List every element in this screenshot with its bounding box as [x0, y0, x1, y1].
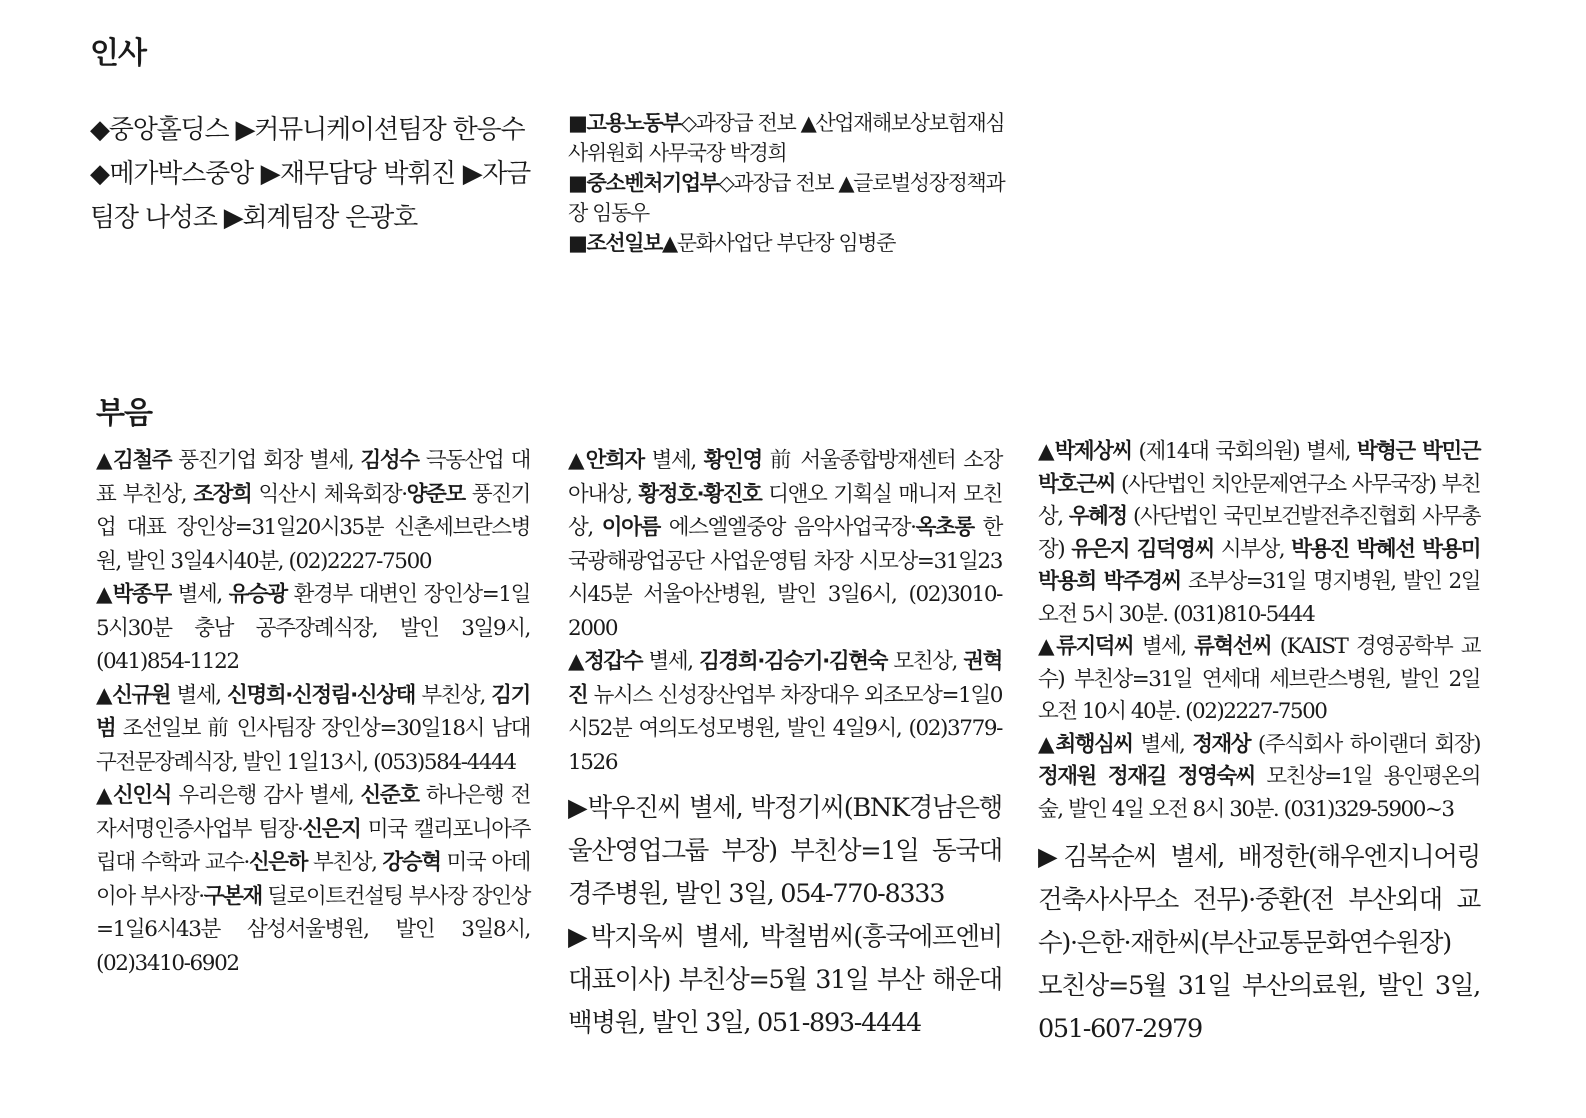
- insa-entry: ◆중앙홀딩스 ▶커뮤니케이션팀장 한응수: [90, 115, 525, 145]
- obituary-text: 하나은행 전자서명인증사업부 팀장·: [96, 783, 530, 842]
- obituary-name: 옥초롱: [915, 515, 974, 540]
- obituary-name: 유승광: [228, 582, 287, 607]
- obituary-name: 신은하: [248, 850, 308, 875]
- obituary-entry: [96, 779, 530, 980]
- insa-left-column: [90, 108, 530, 240]
- obituary-text: 부친상,: [307, 850, 383, 875]
- insa-right-column: [568, 108, 1014, 258]
- insa-entry: ■고용노동부◇과장급 전보 ▲산업재해보상보험재심사위원회 사무국장 박경희: [568, 111, 1005, 165]
- obituary-name: 이아름: [601, 515, 660, 540]
- insa-org: ■조선일보: [568, 231, 662, 255]
- obituary-entry: [568, 444, 1002, 645]
- obituary-text: 우리은행 감사 별세,: [171, 783, 361, 808]
- bueum-heading: 부음: [96, 396, 152, 431]
- obituary-text: 디앤오 기획실 매니저 모친상,: [568, 481, 1002, 540]
- obituary-name: ▲박종무: [96, 582, 171, 607]
- obituary-name: 조장희: [193, 481, 252, 507]
- insa-entry: ■조선일보▲문화사업단 부단장 임병준: [568, 231, 896, 255]
- obituary-text: 별세,: [170, 582, 229, 607]
- obituary-text: 익산시 체육회장·: [251, 481, 407, 507]
- obituary-entry: [568, 645, 1002, 779]
- obituary-name: 유은지 김덕영씨: [1071, 536, 1214, 562]
- obituary-name: ▲최행심씨: [1038, 731, 1133, 757]
- obituary-text: 별세,: [642, 649, 700, 674]
- obituary-name: 강승혁: [382, 850, 441, 875]
- obituary-text: 조부상=31일 명지병원, 발인 2일 오전 5시 30분. (031)810-5444: [1038, 569, 1480, 627]
- obituary-name: ▲박제상씨: [1038, 439, 1132, 464]
- obituary-name: 김기범: [96, 682, 530, 741]
- obituary-text: (제14대 국회의원) 별세,: [1131, 439, 1357, 464]
- obituary-entry: ▶박우진씨 별세, 박정기씨(BNK경남은행 울산영업그룹 부장) 부친상=1일 동국대 경주병원, 발인 3일, 054-770-8333: [568, 793, 1002, 909]
- obituary-text: 조선일보 前 인사팀장 장인상=30일18시 남대구전문장례식장, 발인 1일13시, (053)584-4444: [96, 716, 530, 775]
- obituary-name: 류혁선씨: [1194, 634, 1272, 659]
- obituary-name: 우혜정: [1068, 504, 1127, 529]
- obituary-entry: [96, 444, 530, 578]
- obituary-name: 박용진 박혜선 박용미 박용희 박주경씨: [1038, 536, 1480, 594]
- obituary-text: 모친상=1일 용인평온의숲, 발인 4일 오전 8시 30분. (031)329-5900~3: [1038, 764, 1480, 822]
- obituary-name: 신준호: [360, 783, 419, 808]
- obituary-name: 김경희·김승기·김현숙: [699, 649, 887, 674]
- obituary-text: 별세,: [643, 448, 704, 473]
- obituary-text: 한국광해광업공단 사업운영팀 차장 시모상=31일23시45분 서울아산병원, 발인 3일6시, (02)3010-2000: [568, 515, 1002, 641]
- obituary-entry: [1038, 729, 1480, 827]
- obituary-name: 황인영: [703, 448, 762, 473]
- obituary-name: 신명희·신정림·신상태: [227, 682, 415, 708]
- obituary-name: 김성수: [360, 448, 419, 473]
- obituary-entry: ▶김복순씨 별세, 배정한(해우엔지니어링건축사사무소 전무)·중환(전 부산외대 교수)·은한·재한씨(부산교통문화연수원장) 모친상=5월 31일 부산의료원, 발인 3일, 051-607-2979: [1038, 842, 1480, 1044]
- obituary-name: 박형근 박민근 박호근씨: [1038, 439, 1480, 497]
- obituary-entry: [96, 578, 530, 679]
- obituary-name: ▲안희자: [568, 448, 644, 473]
- obituary-text: (사단법인 치안문제연구소 사무국장) 부친상,: [1038, 471, 1480, 529]
- obituary-name: 정재원 정재길 정영숙씨: [1038, 764, 1255, 789]
- obituary-text: 딜로이트컨설팅 부사장 장인상=1일6시43분 삼성서울병원, 발인 3일8시, (02)3410-6902: [96, 883, 530, 976]
- obituary-name: ▲김철주: [96, 448, 172, 473]
- obituary-text: 환경부 대변인 장인상=1일5시30분 충남 공주장례식장, 발인 3일9시, (041)854-1122: [96, 582, 531, 674]
- insa-entry: ■중소벤처기업부◇과장급 전보 ▲글로벌성장정책과장 임동우: [568, 171, 1005, 225]
- insa-org: ■중소벤처기업부: [568, 171, 719, 195]
- obituary-text: 부친상,: [414, 682, 492, 708]
- bueum-column-1: [96, 444, 530, 980]
- obituary-entry: ▶박지욱씨 별세, 박철범씨(흥국에프엔비 대표이사) 부친상=5월 31일 부산 해운대백병원, 발인 3일, 051-893-4444: [568, 922, 1002, 1038]
- obituary-text: 별세,: [1133, 634, 1195, 659]
- obituary-text: 극동산업 대표 부친상,: [96, 448, 530, 507]
- obituary-name: ▲류지덕씨: [1038, 634, 1134, 659]
- obituary-text: 前 서울종합방재센터 소장 아내상,: [568, 448, 1002, 507]
- obituary-name: 권혁진: [568, 649, 1002, 708]
- obituary-text: 미국 아데이아 부사장·: [96, 850, 530, 909]
- obituary-name: 황정호·황진호: [638, 481, 762, 507]
- obituary-name: 신은지: [302, 816, 361, 842]
- insa-entry: ◆메가박스중앙 ▶재무담당 박휘진 ▶자금팀장 나성조 ▶회계팀장 은광호: [90, 159, 530, 233]
- bueum-column-3: [1038, 436, 1480, 1051]
- obituary-entry: [1038, 631, 1480, 729]
- insa-org: ■고용노동부: [568, 111, 681, 135]
- obituary-text: (사단법인 국민보건발전추진협회 사무총장): [1038, 504, 1480, 562]
- obituary-name: ▲신인식: [96, 783, 172, 808]
- obituary-text: 모친상,: [886, 649, 964, 674]
- obituary-name: ▲신규원: [96, 682, 171, 708]
- obituary-text: 별세,: [1132, 731, 1193, 757]
- obituary-text: 뉴시스 신성장산업부 차장대우 외조모상=1일0시52분 여의도성모병원, 발인 4일9시, (02)3779-1526: [568, 682, 1002, 775]
- obituary-text: 시부상,: [1213, 536, 1292, 562]
- obituary-text: 풍진기업 회장 별세,: [171, 448, 361, 473]
- obituary-name: 구본재: [203, 883, 262, 909]
- obituary-text: 미국 캘리포니아주립대 수학과 교수·: [96, 816, 531, 875]
- obituary-name: 정재상: [1192, 731, 1250, 757]
- obituary-name: 양준모: [406, 481, 465, 507]
- obituary-entry: [96, 679, 530, 780]
- bueum-column-2: [568, 444, 1002, 1045]
- insa-heading: 인사: [90, 36, 146, 71]
- obituary-entry: [1038, 436, 1480, 631]
- obituary-name: ▲정갑수: [568, 649, 643, 674]
- obituary-text: (KAIST 경영공학부 교수) 부친상=31일 연세대 세브란스병원, 발인 2일 오전 10시 40분. (02)2227-7500: [1038, 634, 1480, 724]
- obituary-text: (주식회사 하이랜더 회장): [1250, 731, 1480, 757]
- obituary-text: 풍진기업 대표 장인상=31일20시35분 신촌세브란스병원, 발인 3일4시40분, (02)2227-7500: [96, 481, 531, 574]
- obituary-text: 별세,: [170, 682, 228, 708]
- obituary-text: 에스엘엘중앙 음악사업국장·: [659, 515, 916, 540]
